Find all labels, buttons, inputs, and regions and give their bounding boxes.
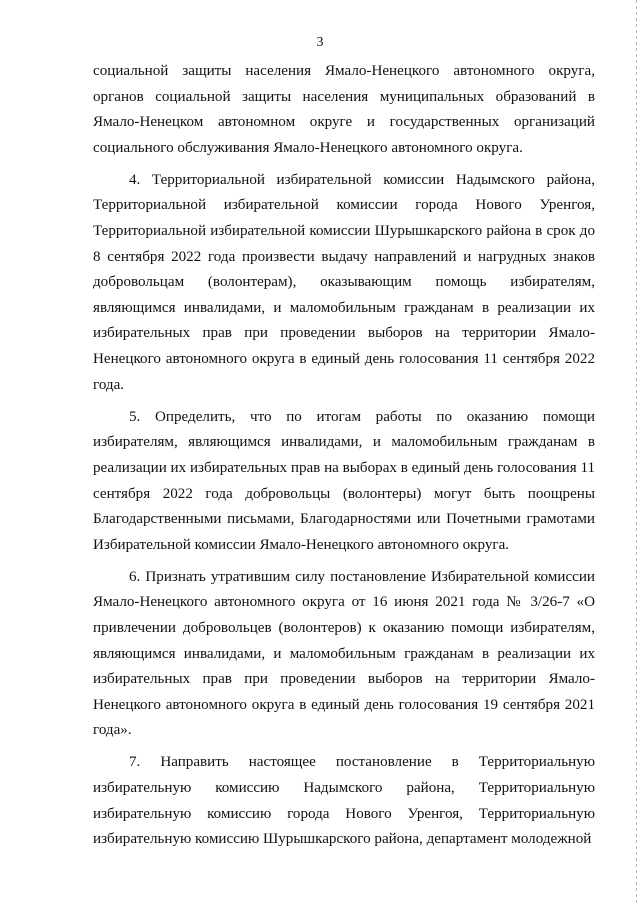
paragraph-continuation: социальной защиты населения Ямало-Ненецкого автономного округа, органов социальной защиты населения муниципальных образований в Ямало-Ненецком автономном округе и государственных организаций социального обслуживания Ямало-Ненецкого автономного округа. [93,63,595,156]
paragraph-item-7: 7. Направить настоящее постановление в Территориальную избирательную комиссию Надымского района, Территориальную избирательную комиссию города Нового Уренгоя, Территориальную избирательную комиссию Шурышкарского района, департамент молодежной [93,754,595,848]
page-number: 3 [316,35,324,50]
paragraph-item-4: 4. Территориальной избирательной комиссии Надымского района, Территориальной избирательной комиссии города Нового Уренгоя, Территориальной избирательной комиссии Шурышкарского района в срок до 8 сентября 2022 года произвести выдачу направлений и нагрудных знаков добровольцам (волонтерам), оказывающим помощь избирателям, являющимся инвалидами, и маломобильным гражданам в реализации их избирательных прав при проведении выборов на территории Ямало-Ненецкого автономного округа в единый день голосования 11 сентября 2022 года. [93,171,595,393]
paragraph-item-6: 6. Признать утратившим силу постановление Избирательной комиссии Ямало-Ненецкого автономного округа от 16 июня 2021 года № 3/26-7 «О привлечении добровольцев (волонтеров) к оказанию помощи избирателям, являющимся инвалидами, и маломобильным гражданам в реализации их избирательных прав при проведении выборов на территории Ямало-Ненецкого автономного округа в единый день голосования 19 сентября 2021 года». [93,568,595,739]
document-body [93,59,595,859]
scan-edge-line [636,0,637,905]
paragraph-item-5: 5. Определить, что по итогам работы по оказанию помощи избирателям, являющимся инвалидами, и маломобильным гражданам в реализации их избирательных прав на выборах в единый день голосования 11 сентября 2022 года добровольцы (волонтеры) могут быть поощрены Благодарственными письмами, Благодарностями или Почетными грамотами Избирательной комиссии Ямало-Ненецкого автономного округа. [93,408,595,553]
